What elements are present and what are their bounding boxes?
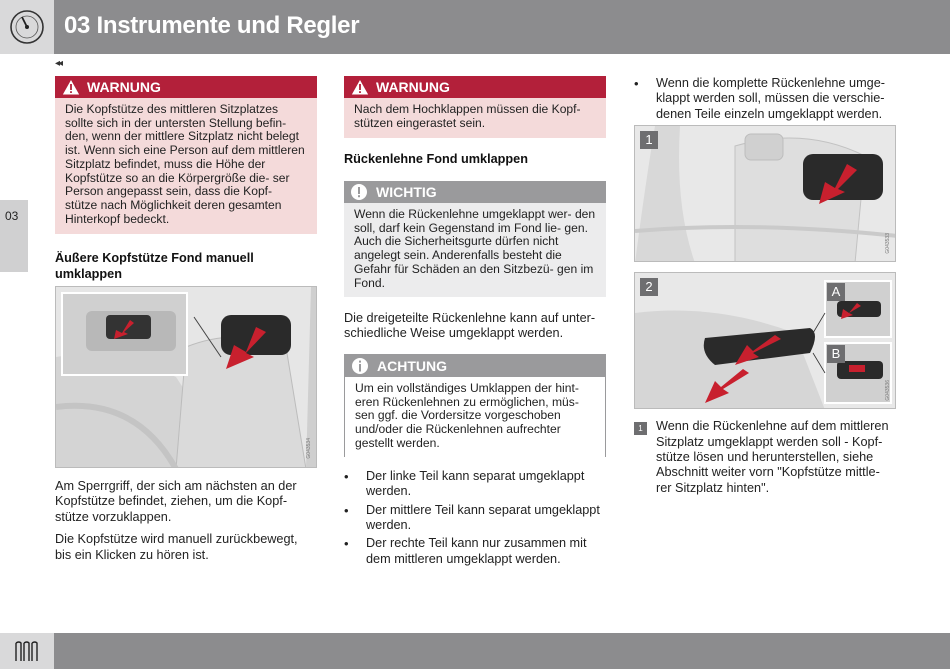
bullet-list	[344, 469, 606, 567]
info-circle-icon	[351, 357, 369, 375]
caution-box	[344, 354, 606, 457]
column-left	[55, 76, 317, 563]
page-footer	[0, 633, 950, 669]
important-title: WICHTIG	[376, 184, 437, 200]
step-number-badge: 1	[634, 422, 647, 435]
headrest-illustration	[55, 286, 317, 468]
warning-box	[344, 76, 606, 138]
important-header	[344, 181, 606, 203]
warning-header	[344, 76, 606, 98]
section-heading: Äußere Kopfstütze Fond manuell umklappen	[55, 251, 254, 281]
important-text: Wenn die Rückenlehne umgeklappt wer- den soll, darf kein Gegenstand im Fond lie- gen. Auch die Sicherheitsgurte dürfen nicht angelegt sein. Anderenfalls besteht die Gefahr für Schäden an den Sitzbezü- gen im Fond.	[344, 203, 606, 297]
list-item: • Der linke Teil kann separat umgeklappt werden.	[344, 469, 606, 500]
seat-illustration-2	[634, 272, 896, 409]
figure-number: 1	[640, 131, 658, 149]
gauge-icon	[8, 8, 46, 46]
warning-box	[55, 76, 317, 234]
image-code: G043536	[885, 379, 891, 401]
warning-header	[55, 76, 317, 98]
step-text: Wenn die Rückenlehne auf dem mittleren Sitzplatz umgeklappt werden soll - Kopf- stütze lösen und herunterstellen, siehe Abschnitt weiter vorn "Kopfstütze mittle- rer Sitzplatz hinten".	[656, 419, 889, 495]
paragraph: Am Sperrgriff, der sich am nächsten an der Kopfstütze befindet, ziehen, um die Kopf- stütze vorzuklappen.	[55, 479, 297, 524]
page-title: 03 Instrumente und Regler	[64, 12, 360, 39]
paragraph: Die Kopfstütze wird manuell zurückbewegt, bis ein Klicken zu hören ist.	[55, 532, 298, 562]
warning-text: Die Kopfstütze des mittleren Sitzplatzes sollte sich in der untersten Stellung befin- den, wenn der mittlere Sitzplatz nicht belegt ist. Wenn sich eine Person auf dem mittleren Sitzplatz befindet, muss die Höhe der Kopfstütze so an die Körpergröße die- ser Person angepasst sein, dass die Kopf- stütze nach Möglichkeit deren gesamten Hinterkopf bedeckt.	[55, 98, 317, 234]
caution-text: Um ein vollständiges Umklappen der hint- eren Rückenlehnen zu ermöglichen, müs- sen ggf. die Vordersitze vorgeschoben und/oder die Rückenlehnen aufrechter gestellt werden.	[345, 377, 605, 458]
column-middle	[344, 76, 606, 570]
chapter-icon-box	[0, 0, 54, 54]
warning-title: WARNUNG	[87, 79, 161, 95]
chapter-tab-label: 03	[5, 209, 19, 223]
list-item: • Wenn die komplette Rückenlehne umge- klappt werden soll, müssen die verschie- denen Teile einzeln umgeklappt werden.	[634, 76, 896, 122]
image-code: G043534	[306, 438, 312, 459]
caution-title: ACHTUNG	[377, 357, 447, 374]
bullet-list	[634, 76, 896, 122]
chapter-tab[interactable]	[0, 200, 28, 272]
exclamation-circle-icon	[350, 183, 368, 201]
figure-number: 2	[640, 278, 658, 296]
warning-triangle-icon	[61, 78, 81, 96]
inset-label-a: A	[827, 283, 845, 301]
page-header	[0, 0, 950, 54]
warning-text: Nach dem Hochklappen müssen die Kopf- stützen eingerastet sein.	[344, 98, 606, 138]
section-heading: Rückenlehne Fond umklappen	[344, 152, 528, 166]
book-icon	[13, 641, 39, 663]
column-right	[634, 76, 896, 496]
inset-label-b: B	[827, 345, 845, 363]
image-code: G043533	[885, 232, 891, 254]
warning-triangle-icon	[350, 78, 370, 96]
list-item: • Der mittlere Teil kann separat umgeklappt werden.	[344, 503, 606, 534]
seat-illustration-1	[634, 125, 896, 262]
list-item: • Der rechte Teil kann nur zusammen mit dem mittleren umgeklappt werden.	[344, 536, 606, 567]
paragraph: Die dreigeteilte Rückenlehne kann auf unter- schiedliche Weise umgeklappt werden.	[344, 311, 596, 341]
warning-title: WARNUNG	[376, 79, 450, 95]
caution-header	[345, 355, 605, 377]
numbered-step	[634, 419, 896, 496]
back-navigation-icon[interactable]: ◂◂	[55, 58, 62, 69]
important-box	[344, 181, 606, 297]
footer-icon-box[interactable]	[0, 633, 54, 669]
